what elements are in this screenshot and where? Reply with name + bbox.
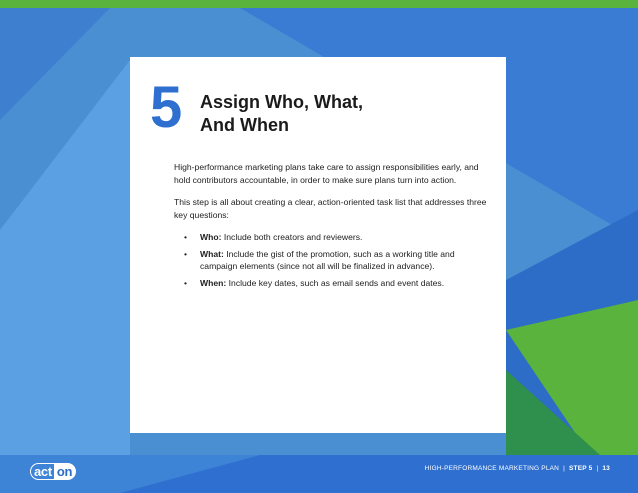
title-line-2: And When <box>200 115 289 135</box>
footer-separator: | <box>596 465 599 472</box>
bullet-term: What: <box>200 248 224 259</box>
list-item <box>184 248 489 273</box>
footer-caption <box>425 465 610 472</box>
body-text <box>174 161 489 293</box>
paragraph-questions: This step is all about creating a clear, action-oriented task list that addresses three key questions: <box>174 197 487 220</box>
list-item <box>184 277 489 290</box>
bullet-icon: • <box>184 248 188 259</box>
page-number: 13 <box>602 465 610 472</box>
logo-text-left: act <box>30 463 54 480</box>
step-number: 5 <box>150 75 181 140</box>
bullet-term: When: <box>200 277 227 288</box>
act-on-logo <box>30 462 76 480</box>
footer-step-label: STEP 5 <box>568 465 593 472</box>
bullet-icon: • <box>184 277 188 288</box>
logo-text-right: on <box>54 463 76 480</box>
bullet-term: Who: <box>200 232 222 242</box>
list-item <box>184 231 489 244</box>
question-list <box>174 231 489 289</box>
page-title <box>200 91 490 137</box>
bullet-text: Include key dates, such as email sends and event dates. <box>226 277 445 288</box>
title-line-1: Assign Who, What, <box>200 92 363 112</box>
bullet-icon: • <box>184 232 188 242</box>
bullet-text: Include both creators and reviewers. <box>221 232 363 242</box>
doc-title: HIGH-PERFORMANCE MARKETING PLAN <box>424 465 560 472</box>
paragraph-intro: High-performance marketing plans take care to assign responsibilities early, and hold contributors accountable, in order to make sure plans turn into action. <box>174 162 479 185</box>
content-card <box>130 57 506 433</box>
bullet-text: Include the gist of the promotion, such as a working title and campaign elements (since not all will be finalized in advance). <box>200 248 455 271</box>
footer-separator: | <box>563 465 565 472</box>
